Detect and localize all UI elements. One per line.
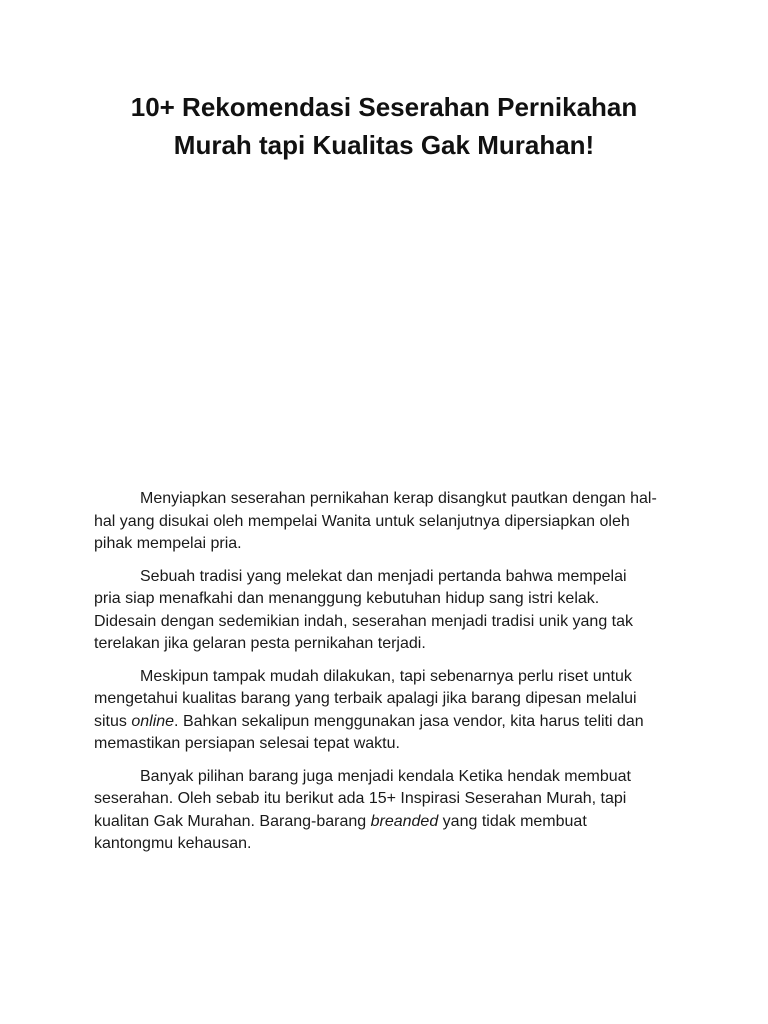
text-run: situs: [94, 712, 132, 730]
paragraph-line: kantongmu kehausan.: [94, 835, 252, 852]
paragraph-line: pria siap menafkahi dan menanggung kebutuhan hidup sang istri kelak.: [94, 590, 600, 607]
document-title: [0, 88, 768, 164]
paragraph-2: [94, 566, 684, 656]
paragraph-4: [94, 766, 684, 856]
paragraph-line: mengetahui kualitas barang yang terbaik apalagi jika barang dipesan melalui: [94, 690, 637, 707]
paragraph-line: Didesain dengan sedemikian indah, seserahan menjadi tradisi unik yang tak: [94, 612, 633, 630]
paragraph-line: seserahan. Oleh sebab itu berikut ada 15+ Inspirasi Seserahan Murah, tapi: [94, 790, 627, 807]
paragraph-line: terelakan jika gelaran pesta pernikahan terjadi.: [94, 635, 426, 652]
paragraph-line: memastikan persiapan selesai tepat waktu.: [94, 735, 400, 752]
paragraph-line: Sebuah tradisi yang melekat dan menjadi pertanda bahwa mempelai: [140, 567, 627, 585]
paragraph-line: [94, 811, 684, 834]
document-body: [94, 488, 684, 866]
paragraph-3: [94, 666, 684, 756]
paragraph-line: hal yang disukai oleh mempelai Wanita untuk selanjutnya dipersiapkan oleh: [94, 512, 630, 530]
italic-term: online: [131, 712, 175, 730]
title-line-2: Murah tapi Kualitas Gak Murahan!: [173, 130, 595, 160]
text-run: . Bahkan sekalipun menggunakan jasa vendor, kita harus teliti dan: [174, 712, 644, 730]
text-run: kualitan Gak Murahan. Barang-barang: [94, 812, 371, 830]
paragraph-line: [94, 711, 684, 734]
paragraph-line: Banyak pilihan barang juga menjadi kendala Ketika hendak membuat: [140, 767, 631, 785]
paragraph-line: pihak mempelai pria.: [94, 535, 242, 552]
paragraph-line: Menyiapkan seserahan pernikahan kerap disangkut pautkan dengan hal-: [140, 490, 657, 507]
italic-term: breanded: [370, 812, 439, 830]
title-line-1: 10+ Rekomendasi Seserahan Pernikahan: [130, 92, 638, 122]
paragraph-line: Meskipun tampak mudah dilakukan, tapi sebenarnya perlu riset untuk: [140, 667, 632, 685]
text-run: yang tidak membuat: [438, 812, 587, 830]
paragraph-1: [94, 488, 684, 556]
